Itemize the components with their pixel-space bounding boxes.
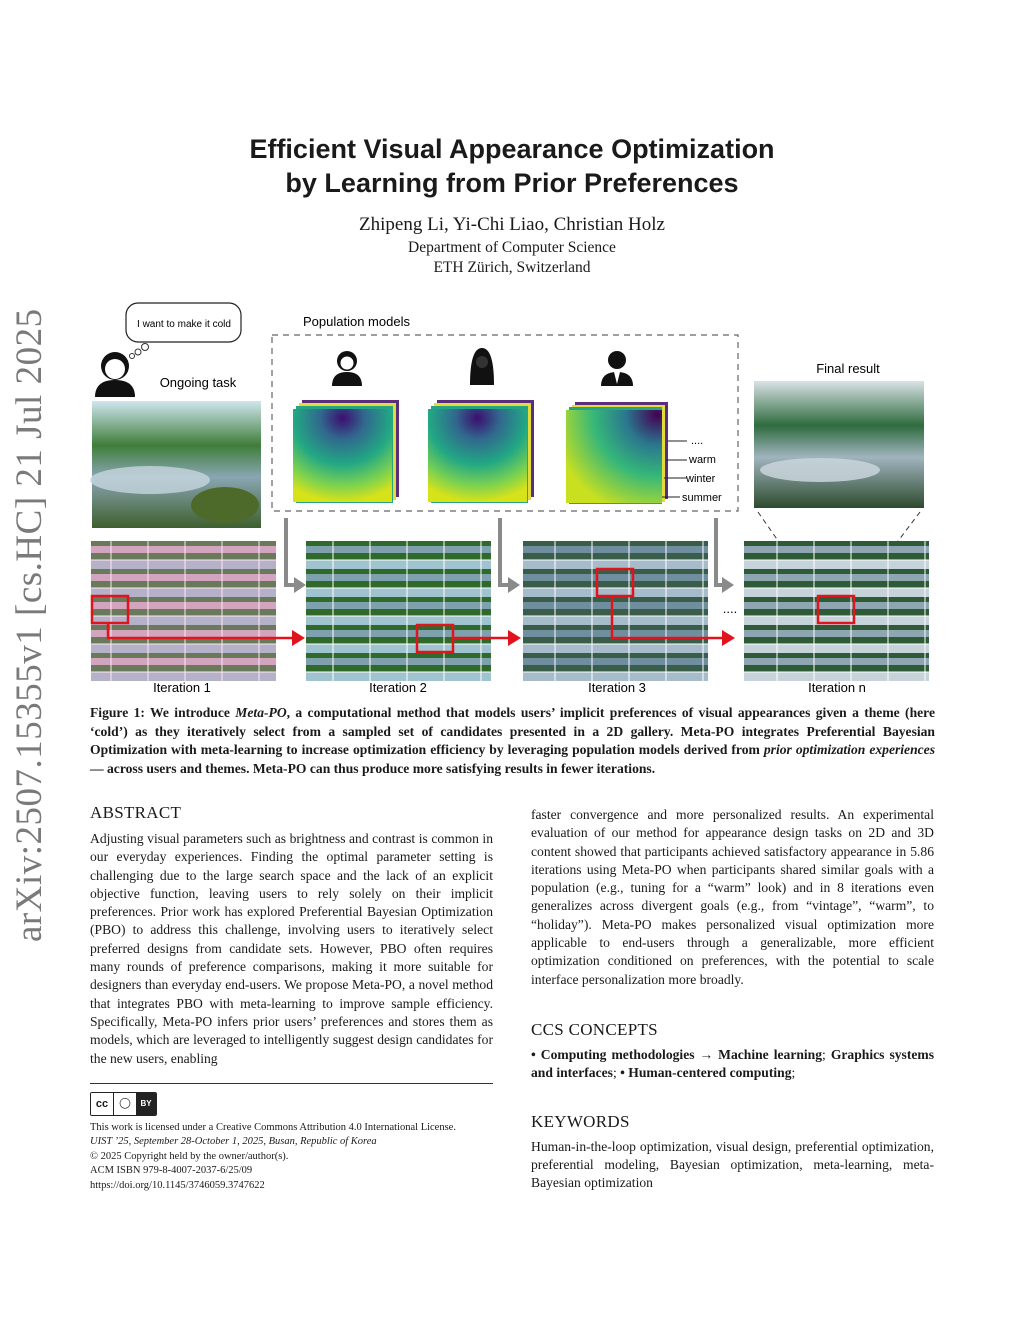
license-line: This work is licensed under a Creative Commons Attribution 4.0 International License. [90, 1122, 456, 1133]
abstract-heading: ABSTRACT [90, 803, 182, 822]
final-result-photo [754, 381, 924, 508]
gallery-iteration-2 [306, 541, 491, 681]
figure-caption [90, 704, 935, 778]
caption-label: Figure 1: We introduce [90, 705, 236, 720]
doi-link[interactable]: https://doi.org/10.1145/3746059.3747622 [90, 1179, 265, 1191]
model-stack-3 [566, 402, 668, 504]
ccs-separator-1: ; [822, 1046, 831, 1062]
abstract-continued: faster convergence and more personalized results. An experimental evaluation of our method for appearance design tasks on 2D and 3D content showed that participants achieved satisfactory appearance in 5.86 iterations using Meta-PO when participants shared similar goals with a population (e.g., tuning for a “warm” look) and in 8 iterations even generalizes across divergent goals (e.g., from “vintage”, “warm”, to “holiday”). Meta-PO makes personalized visual optimization more applicable to end-users through a generalizable, more efficient optimization conditioned on preferences, with the potential to scale interface personalization more broadly. [531, 807, 934, 987]
ccs-item-2: Machine learning [718, 1046, 823, 1062]
caption-emphasis: prior optimization experiences [763, 742, 936, 757]
caption-part-2: — across users and themes. Meta-PO can thus produce more satisfying results in fewer iterations. [90, 760, 656, 776]
cc-icon: cc [91, 1093, 113, 1115]
iteration-2-label: Iteration 2 [369, 680, 427, 695]
stack-label-more: .... [691, 435, 704, 447]
population-models-label: Population models [303, 314, 410, 329]
ccs-separator-2: ; [612, 1065, 621, 1081]
authors: Zhipeng Li, Yi-Chi Liao, Christian Holz [359, 214, 665, 235]
ccs-end: ; [791, 1065, 796, 1081]
left-column [90, 803, 493, 1068]
institution: ETH Zürich, Switzerland [433, 259, 591, 276]
population-user-icon-2 [470, 348, 494, 385]
user-icon [95, 352, 135, 397]
ccs-item-3: Graphics systems and interfaces [531, 1046, 934, 1081]
final-result-label: Final result [816, 361, 880, 376]
stack-label-winter: winter [686, 473, 716, 485]
ccs-text [531, 1046, 934, 1083]
speech-bubble-text: I want to make it cold [137, 319, 231, 330]
iteration-1-label: Iteration 1 [153, 680, 211, 695]
keywords-heading: KEYWORDS [531, 1111, 630, 1131]
model-stack-1 [293, 400, 399, 503]
abstract-text: Adjusting visual parameters such as brightness and contrast is common in our everyday experiences. Finding the optimal parameter setting is challenging due to the large search space and the lack of an explicit objective function, leaving users to rely solely on their implicit preferences. Prior work has explored Preferential Bayesian Optimization (PBO) to address this challenge, involving users to iteratively select preferred designs from candidate sets. However, PBO often requires many rounds of preference comparisons, making it more suitable for designers than everyday end-users. We propose Meta-PO, a novel method that integrates PBO with meta-learning to improve sample efficiency. Specifically, Meta-PO infers prior users’ preferences and stores them as models, which are leveraged to intelligently suggest design candidates for the new users, enabling [90, 831, 493, 1066]
copyright-line: © 2025 Copyright held by the owner/author(s). [90, 1150, 289, 1162]
ccs-item-1: • Computing methodologies [531, 1046, 695, 1062]
ccs-arrow: → [694, 1046, 719, 1062]
stack-label-warm: warm [689, 454, 716, 466]
iteration-ellipsis: .... [722, 601, 738, 616]
cc-by-badge [90, 1092, 157, 1116]
department: Department of Computer Science [408, 239, 616, 256]
iteration-3-label: Iteration 3 [588, 680, 646, 695]
license-block [90, 1083, 493, 1193]
by-icon: BY [136, 1093, 156, 1115]
stack-label-summer: summer [682, 492, 722, 504]
model-stack-2 [428, 400, 534, 503]
title-line-1: Efficient Visual Appearance Optimization [249, 134, 775, 164]
caption-part-1: , a computational method that models users’ implicit preferences of visual appearances given a theme (here ‘cold’) as they iteratively select from a sampled set of candidates presented in a 2D gallery. Meta-PO integrates Preferential Bayesian Optimization with meta-learning to increase optimization efficiency by leveraging population models derived from [90, 705, 936, 757]
gallery-iteration-3 [523, 541, 708, 681]
population-user-icon-3 [601, 351, 633, 386]
ongoing-task-label: Ongoing task [159, 375, 237, 390]
person-icon: ◯ [113, 1093, 136, 1115]
population-user-icon-1 [332, 351, 362, 386]
right-column [531, 806, 934, 1192]
keywords-text: Human-in-the-loop optimization, visual design, preferential optimization, preferential modeling, Bayesian optimization, meta-learning, meta-Bayesian optimization [531, 1138, 934, 1191]
caption-method: Meta-PO [235, 705, 287, 720]
gallery-iteration-n [744, 541, 929, 681]
isbn-line: ACM ISBN 979-8-4007-2037-6/25/09 [90, 1165, 253, 1177]
iteration-n-label: Iteration n [808, 680, 866, 695]
ccs-heading: CCS CONCEPTS [531, 1019, 658, 1039]
ccs-item-4: • Human-centered computing [620, 1065, 792, 1081]
conference-line: UIST ’25, September 28-October 1, 2025, Busan, Republic of Korea [90, 1136, 377, 1148]
title-line-2: by Learning from Prior Preferences [285, 168, 739, 198]
arxiv-side-stamp: arXiv:2507.15355v1 [cs.HC] 21 Jul 2025 [9, 308, 50, 942]
